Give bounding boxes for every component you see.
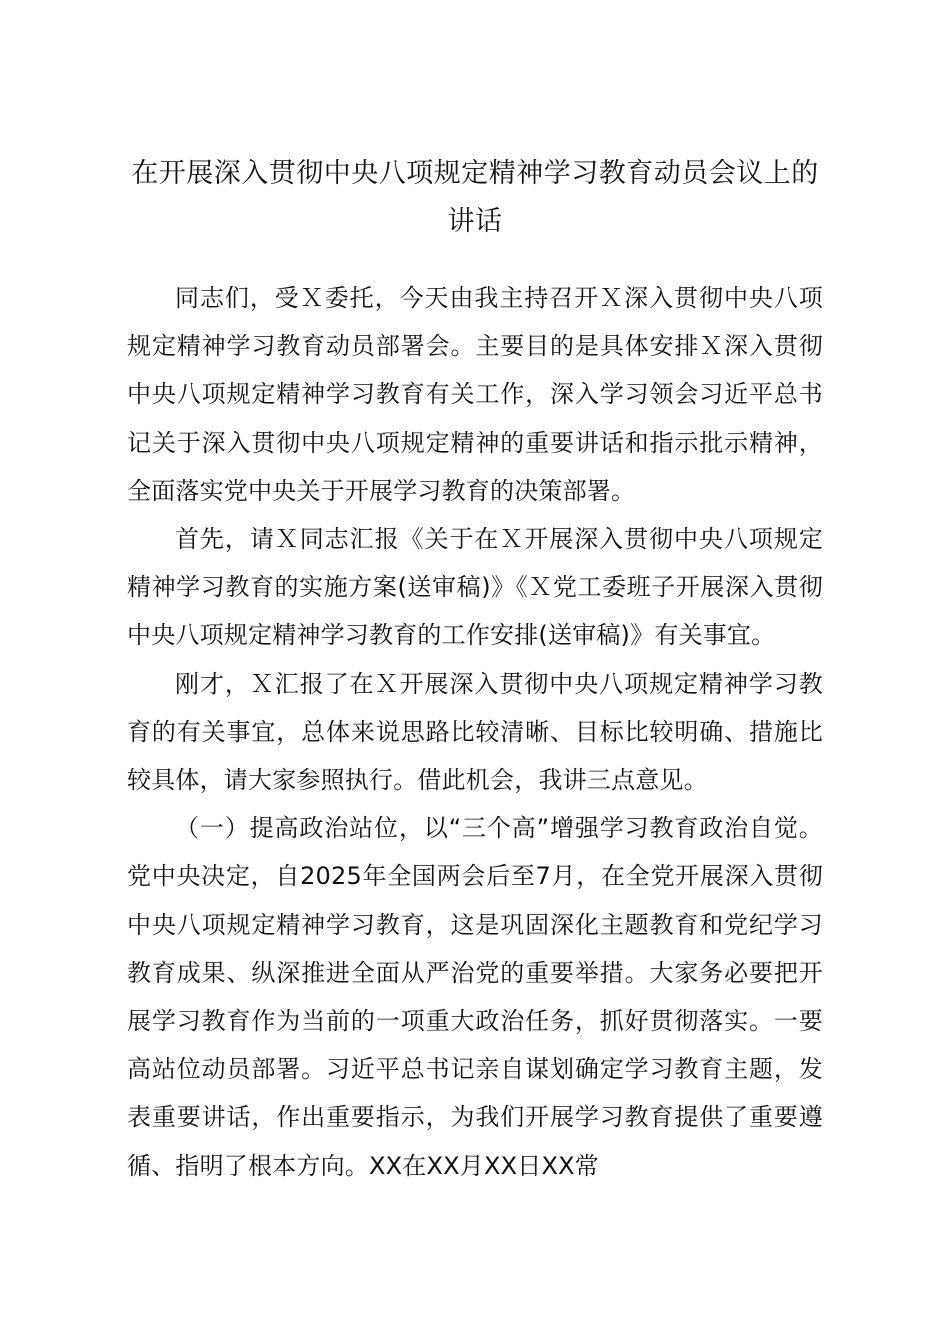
paragraph-point-one: （一）提高政治站位，以“三个高”增强学习教育政治自觉。党中央决定，自2025年全国两会后至7月，在全党开展深入贯彻中央八项规定精神学习教育，这是巩固深化主题教育和党纪学习教育成果、纵深推进全面从严治党的重要举措。大家务必要把开展学习教育作为当前的一项重大政治任务，抓好贯彻落实。一要高站位动员部署。习近平总书记亲自谋划确定学习教育主题，发表重要讲话，作出重要指示，为我们开展学习教育提供了重要遵循、指明了根本方向。XX在XX月XX日XX常 [127,814,823,1180]
paragraph-opening: 同志们，受Ｘ委托，今天由我主持召开Ｘ深入贯彻中央八项规定精神学习教育动员部署会。主要目的是具体安排Ｘ深入贯彻中央八项规定精神学习教育有关工作，深入学习领会习近平总书记关于深入贯彻中央八项规定精神的重要讲话和指示批示精神，全面落实党中央关于开展学习教育的决策部署。 [127,284,823,505]
paragraph-summary: 刚才，Ｘ汇报了在Ｘ开展深入贯彻中央八项规定精神学习教育的有关事宜，总体来说思路比较清晰、目标比较明确、措施比较具体，请大家参照执行。借此机会，我讲三点意见。 [127,669,823,795]
document-title: 在开展深入贯彻中央八项规定精神学习教育动员会议上的讲话 [131,158,819,237]
paragraph-report-request: 首先，请Ｘ同志汇报《关于在Ｘ开展深入贯彻中央八项规定精神学习教育的实施方案(送审稿)》《Ｘ党工委班子开展深入贯彻中央八项规定精神学习教育的工作安排(送审稿)》有关事宜。 [127,525,823,650]
document-body [127,274,823,1190]
